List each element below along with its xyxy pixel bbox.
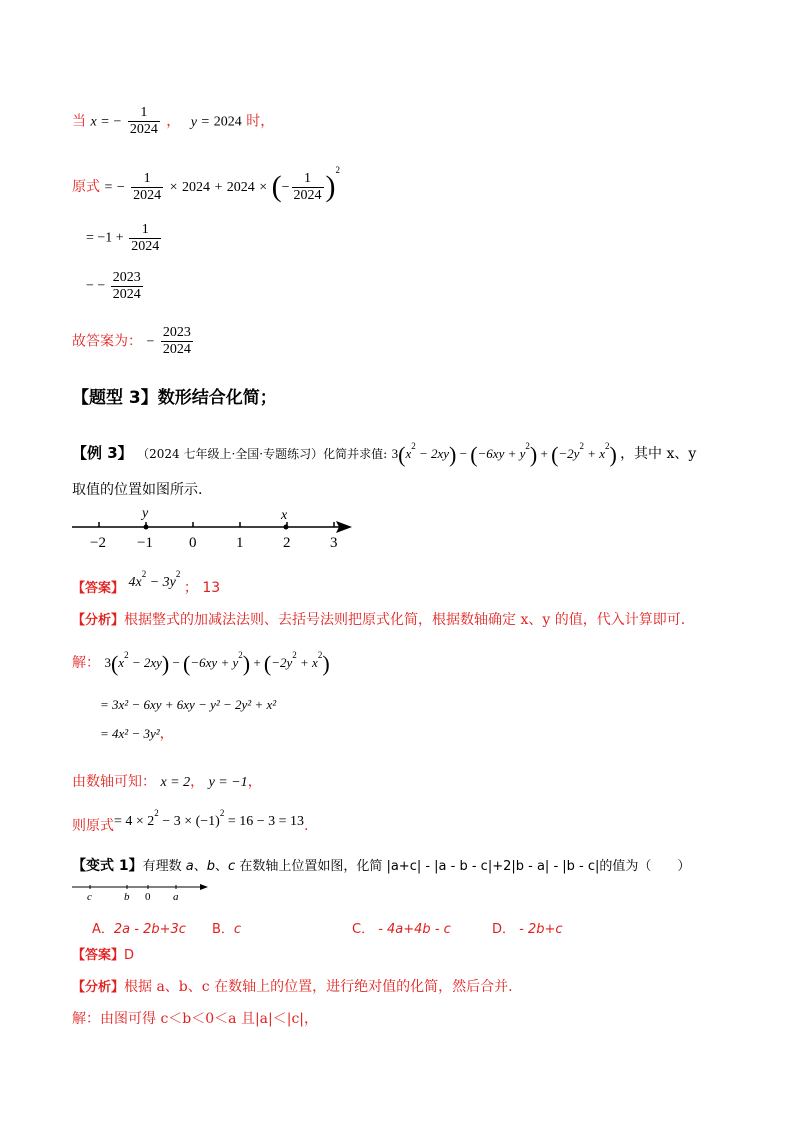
tick-label: −2 (90, 535, 106, 551)
expr-part: −6xy + y (190, 655, 239, 670)
answer-label: 【答案】 (72, 581, 125, 596)
fraction-one-over-2024 (292, 171, 324, 204)
exponent: 2 (525, 441, 530, 451)
right-paren: ) (322, 651, 330, 677)
analysis-two-line (72, 977, 513, 998)
option-a-label: A． (92, 922, 114, 937)
right-paren: ) (161, 651, 170, 677)
example-tail: ，其中 x、y (620, 446, 697, 462)
answer-value: 13 (202, 580, 221, 596)
var-a: a (185, 859, 194, 874)
comma: ， (166, 113, 181, 130)
expr-part: = 16 − 3 = 13 (224, 814, 305, 829)
fraction-one-over-2024 (128, 105, 160, 138)
left-paren: ( (470, 442, 478, 468)
equals-sign: = (201, 114, 210, 130)
solution-label: 解： (72, 655, 100, 671)
expr-part: 3 (391, 446, 399, 461)
option-a-text: 2a - 2b+3c (113, 922, 186, 937)
solution-step-three (100, 724, 174, 744)
option-c-label: C． (352, 922, 375, 937)
solution-step-two: = 3x² − 6xy + 6xy − y² − 2y² + x² (100, 697, 277, 712)
label-b: b (124, 891, 130, 903)
denominator: 2024 (293, 187, 322, 203)
substitution-line (72, 160, 340, 204)
minus-sign: − (116, 180, 125, 195)
solution-one-line (72, 645, 330, 677)
example-three-line (72, 436, 697, 468)
variant-one-line (72, 856, 690, 877)
fraction-2023-over-2024 (111, 270, 143, 303)
label-a: a (173, 891, 179, 903)
when-suffix: 时， (246, 113, 275, 130)
y-equals: y = −1 (208, 775, 248, 790)
left-paren: ( (263, 651, 272, 677)
left-paren: ( (183, 651, 191, 677)
var-b: b (206, 859, 216, 874)
numerator: 1 (292, 171, 324, 188)
answer-prefix: 故答案为： (72, 333, 142, 350)
yuanshi-label: 原式 (72, 179, 100, 195)
exponent: 2 (175, 569, 181, 579)
tick-label: 3 (330, 535, 338, 551)
point-label-y: y (142, 506, 149, 521)
option-b-text: c (233, 922, 242, 937)
comma: ， (159, 726, 174, 742)
expr-part: 3 (104, 655, 111, 670)
denominator: 2024 (162, 342, 191, 357)
minus-sign: − (281, 180, 290, 195)
fraction-one-over-2024 (129, 222, 161, 255)
equals-sign: = (104, 180, 113, 195)
option-d-label: D． (492, 922, 516, 937)
tick-label: 0 (189, 535, 197, 551)
exponent: 2 (604, 441, 610, 451)
exponent: 2 (124, 650, 129, 660)
right-paren: ) (609, 442, 617, 468)
option-c[interactable] (352, 918, 451, 937)
expr-part: + (250, 655, 264, 670)
tick-label: −1 (137, 535, 153, 551)
numerator: 1 (129, 222, 161, 239)
when-prefix: 当 (72, 113, 86, 130)
y-variable: y (190, 114, 197, 130)
plus-sign: + (214, 180, 223, 195)
answer-expr: 4x (128, 575, 142, 590)
given-values-line (72, 105, 274, 138)
expr-part: = 4 × 2 (114, 814, 155, 829)
analysis-one-line (72, 610, 685, 631)
period: . (304, 818, 309, 834)
point-x (284, 525, 289, 530)
expr-part: + (537, 446, 552, 461)
option-b-label: B． (212, 922, 234, 937)
variant-text: 有理数 (142, 859, 186, 874)
expr-part: (−1) (195, 814, 220, 829)
analysis-text: 根据整式的加减法法则、去括号法则把原式化简，根据数轴确定 x、y 的值，代入计算即可. (124, 612, 686, 628)
expr-part: −6xy + y (477, 446, 526, 461)
tick-label: 2 (283, 535, 291, 551)
denominator: 2024 (112, 287, 141, 302)
option-d-text: - 2b+c (515, 922, 563, 937)
arrow-head-icon (200, 884, 208, 890)
point-label-x: x (281, 508, 288, 523)
right-paren: ) (529, 442, 538, 468)
right-paren: ) (242, 651, 251, 677)
right-paren: ) (325, 170, 336, 203)
sep: 、 (193, 859, 207, 874)
minus-sign: − (146, 334, 155, 350)
step-three-line (86, 270, 145, 303)
x-equals: x = 2 (160, 775, 191, 790)
expr-part: − (169, 655, 184, 670)
exponent: 2 (335, 165, 341, 175)
expr-part: x (405, 446, 412, 461)
comma: ， (247, 774, 262, 790)
var-c: c (228, 859, 236, 874)
expr-part: − (456, 446, 471, 461)
denominator: 2024 (133, 187, 162, 203)
numerator: 2023 (112, 270, 141, 285)
factor-2024: 2024 (181, 180, 210, 195)
exponent: 2 (141, 569, 147, 579)
answer-two-line (72, 946, 134, 966)
left-paren: ( (551, 442, 559, 468)
expr-part: + x (583, 446, 605, 461)
fraction-one-over-2024 (131, 171, 163, 204)
solution-step-five (72, 808, 308, 837)
exponent: 2 (317, 650, 323, 660)
step-two-lead: = −1 + (86, 230, 124, 246)
label-0: 0 (145, 891, 151, 903)
expr-part: − 2xy (128, 655, 162, 670)
numerator: 2023 (162, 325, 191, 340)
answer-sep: ； (183, 580, 198, 596)
number-line-xy (68, 505, 358, 555)
times-sign: × (169, 180, 178, 195)
step-two-line (86, 222, 163, 255)
section-title: 【题型 3】数形结合化简； (72, 388, 277, 408)
option-c-text: - 4a+4b - c (374, 922, 451, 937)
point-y (144, 525, 149, 530)
variant-label: 【变式 1】 (72, 858, 143, 874)
solution-step-three-expr: = 4x² − 3y² (100, 726, 160, 741)
factor-2024: 2024 (226, 180, 255, 195)
answer-label: 【答案】 (72, 948, 125, 963)
tick-label: 1 (236, 535, 244, 551)
example-expression (391, 441, 620, 468)
answer-one-line (72, 570, 220, 599)
sep: 、 (215, 859, 229, 874)
denominator: 2024 (131, 239, 160, 254)
expr-part: −2y (558, 446, 580, 461)
option-b[interactable] (212, 918, 241, 937)
answer-expr: − 3y (146, 575, 176, 590)
example-label: 【例 3】 (72, 444, 133, 462)
equals-sign: = (101, 114, 110, 130)
numerator: 1 (131, 171, 163, 188)
analysis-text: 根据 a、b、c 在数轴上的位置，进行绝对值的化简，然后合并. (124, 979, 513, 995)
minus-sign: − (113, 114, 122, 130)
left-paren: ( (398, 442, 406, 468)
solution-expression (104, 650, 330, 677)
number-line-abc (70, 882, 210, 906)
variant-question: 在数轴上位置如图，化简 |a+c| - |a - b - c|+2|b - a| - |b - c|的值为（ ） (235, 859, 691, 874)
numerator: 1 (128, 105, 160, 122)
right-paren: ) (449, 442, 457, 468)
y-value: 2024 (213, 114, 242, 130)
times-sign: × (259, 180, 268, 195)
yuanshi-label: 则原式 (72, 818, 114, 834)
answer-value: D (124, 948, 135, 963)
expr-part: x (118, 655, 125, 670)
example-source: （2024 七年级上·全国·专题练习）化简并求值: (137, 447, 388, 461)
final-answer-line (72, 325, 195, 358)
exponent: 2 (238, 650, 243, 660)
comma: ， (190, 774, 205, 790)
denominator: 2024 (129, 122, 158, 137)
left-paren: ( (110, 651, 119, 677)
expr-part: − 2xy (415, 446, 450, 461)
number-line-known: 由数轴可知： (72, 774, 156, 790)
solution-two-line: 解：由图可得 c＜b＜0＜a 且|a|＜|c|， (72, 1011, 319, 1027)
expr-part: + x (296, 655, 318, 670)
x-variable: x (90, 114, 97, 130)
exponent: 2 (154, 808, 159, 818)
expr-part: −2y (271, 655, 293, 670)
example-line-two: 取值的位置如图所示. (72, 482, 203, 498)
left-paren: ( (271, 170, 282, 203)
fraction-2023-over-2024 (161, 325, 193, 358)
exponent: 2 (292, 650, 297, 660)
option-d[interactable] (492, 918, 563, 937)
exponent: 2 (411, 441, 416, 451)
option-a[interactable] (92, 918, 186, 937)
solution-step-four (72, 772, 262, 793)
step-three-lead: − − (86, 278, 106, 294)
exponent: 2 (219, 808, 225, 818)
expr-part: − 3 × (158, 814, 196, 829)
exponent: 2 (579, 441, 584, 451)
analysis-label: 【分析】 (72, 613, 125, 628)
analysis-label: 【分析】 (72, 980, 125, 995)
label-c: c (87, 891, 92, 903)
